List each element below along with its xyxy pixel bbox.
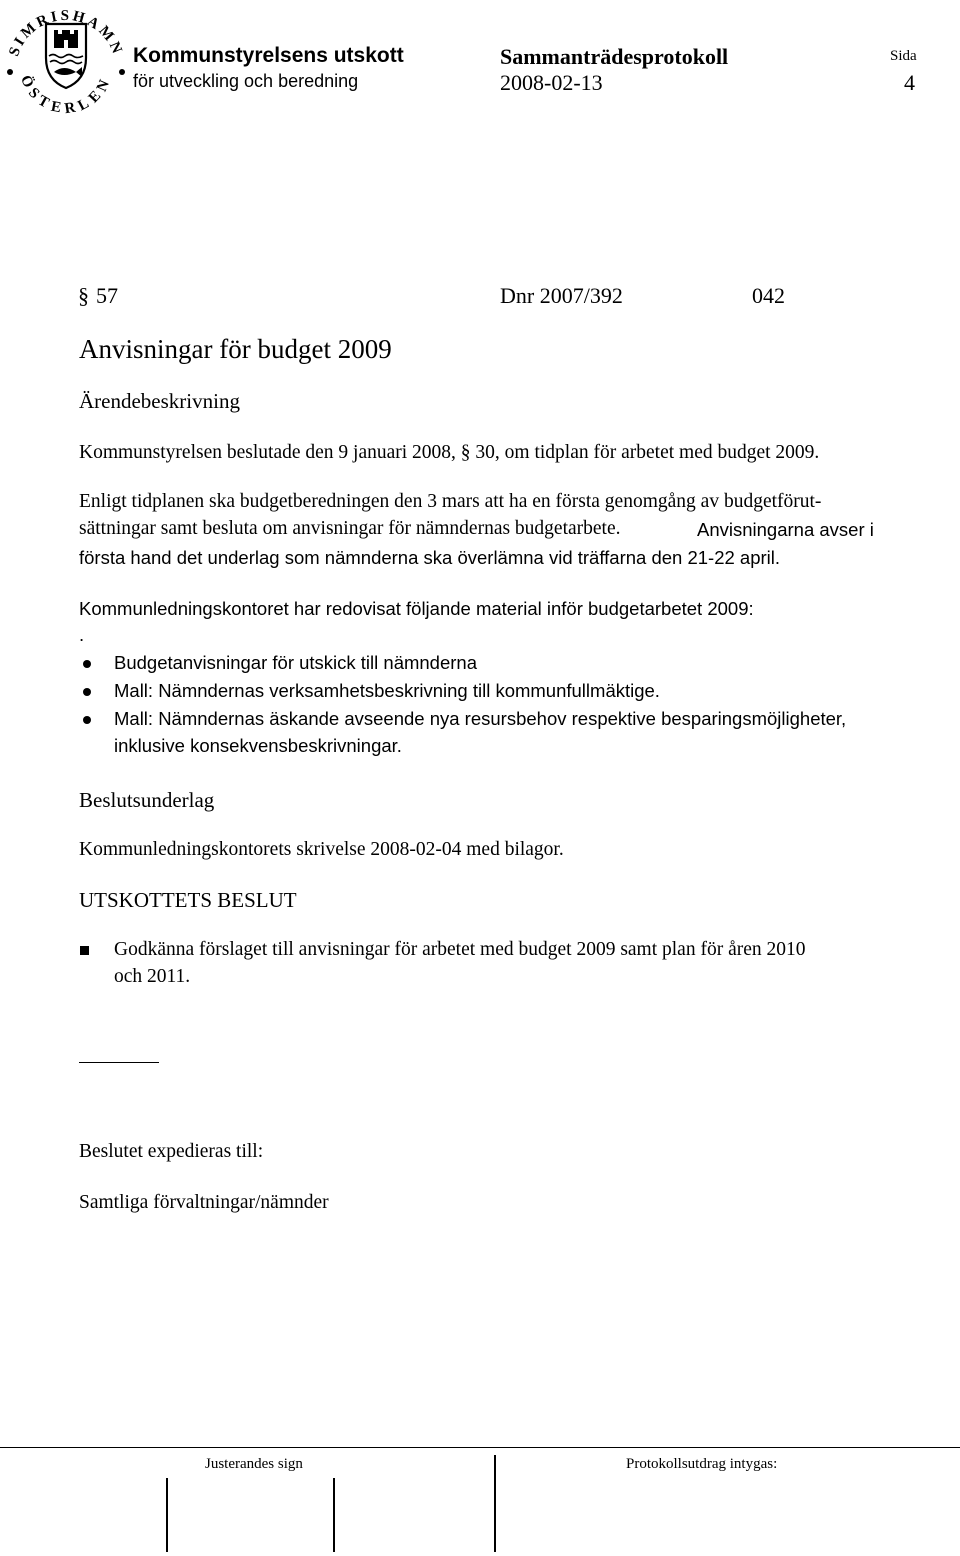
committee-subtitle: för utveckling och beredning	[133, 71, 359, 91]
protocol-title: Sammanträdesprotokoll	[500, 44, 729, 69]
list-item-continuation: inklusive konsekvensbeskrivningar.	[114, 735, 402, 756]
divider	[79, 1062, 159, 1063]
signature-box-line	[494, 1455, 496, 1552]
signature-box-line	[333, 1478, 335, 1552]
signature-box-line	[166, 1478, 168, 1552]
page-number: 4	[904, 70, 915, 95]
section-heading-beslutsunderlag: Beslutsunderlag	[79, 788, 215, 812]
decision-line-1: Godkänna förslaget till anvisningar för arbetet med budget 2009 samt plan för åren 2010	[114, 939, 806, 960]
committee-title: Kommunstyrelsens utskott	[133, 44, 404, 67]
section-heading-utskottets-beslut: UTSKOTTETS BESLUT	[79, 888, 297, 912]
municipal-coat-of-arms-icon	[2, 0, 130, 128]
arende-para2-line-3: första hand det underlag som nämnderna ska överlämna vid träffarna den 21-22 april.	[79, 547, 781, 568]
decision-line-2: och 2011.	[114, 966, 191, 987]
arende-para2-line-2: sättningar samt besluta om anvisningar för nämndernas budgetarbete.	[79, 518, 621, 539]
archive-code: 042	[752, 283, 785, 308]
footer-justerandes-sign: Justerandes sign	[205, 1456, 303, 1472]
bullet-icon	[83, 716, 91, 724]
footer-protokollsutdrag: Protokollsutdrag intygas:	[626, 1456, 778, 1472]
page-title: Anvisningar för budget 2009	[79, 334, 392, 364]
beslutsunderlag-text: Kommunledningskontorets skrivelse 2008-02-04 med bilagor.	[79, 839, 564, 860]
page-label: Sida	[890, 48, 917, 64]
bullet-icon	[83, 660, 91, 668]
list-item: Mall: Nämndernas verksamhetsbeskrivning till kommunfullmäktige.	[114, 680, 660, 701]
svg-text:SIMRISHAMN: SIMRISHAMN	[6, 7, 126, 59]
footer-divider	[0, 1447, 960, 1448]
arende-para2-tail: Anvisningarna avser i	[697, 519, 874, 540]
section-heading-arendebeskrivning: Ärendebeskrivning	[79, 389, 240, 413]
expedition-recipients: Samtliga förvaltningar/nämnder	[79, 1192, 329, 1213]
case-number: Dnr 2007/392	[500, 283, 623, 308]
bullet-icon	[83, 688, 91, 696]
arende-para3: Kommunledningskontoret har redovisat följande material inför budgetarbetet 2009:	[79, 598, 754, 619]
paragraph-number: 57	[96, 283, 118, 308]
arende-para2-line-1: Enligt tidplanen ska budgetberedningen den 3 mars att ha en första genomgång av budgetförut-	[79, 491, 822, 512]
paragraph-sign: §	[78, 283, 89, 308]
expedition-label: Beslutet expedieras till:	[79, 1141, 264, 1162]
protocol-date: 2008-02-13	[500, 70, 603, 95]
list-item: Budgetanvisningar för utskick till nämnderna	[114, 652, 477, 673]
svg-text:ÖSTERLEN: ÖSTERLEN	[17, 73, 115, 118]
list-item: Mall: Nämndernas äskande avseende nya resursbehov respektive besparingsmöjligheter,	[114, 708, 847, 729]
arende-line-1: Kommunstyrelsen beslutade den 9 januari 2008, § 30, om tidplan för arbetet med budget 2009.	[79, 442, 820, 463]
square-bullet-icon	[80, 946, 89, 955]
arende-dot: .	[79, 624, 85, 645]
